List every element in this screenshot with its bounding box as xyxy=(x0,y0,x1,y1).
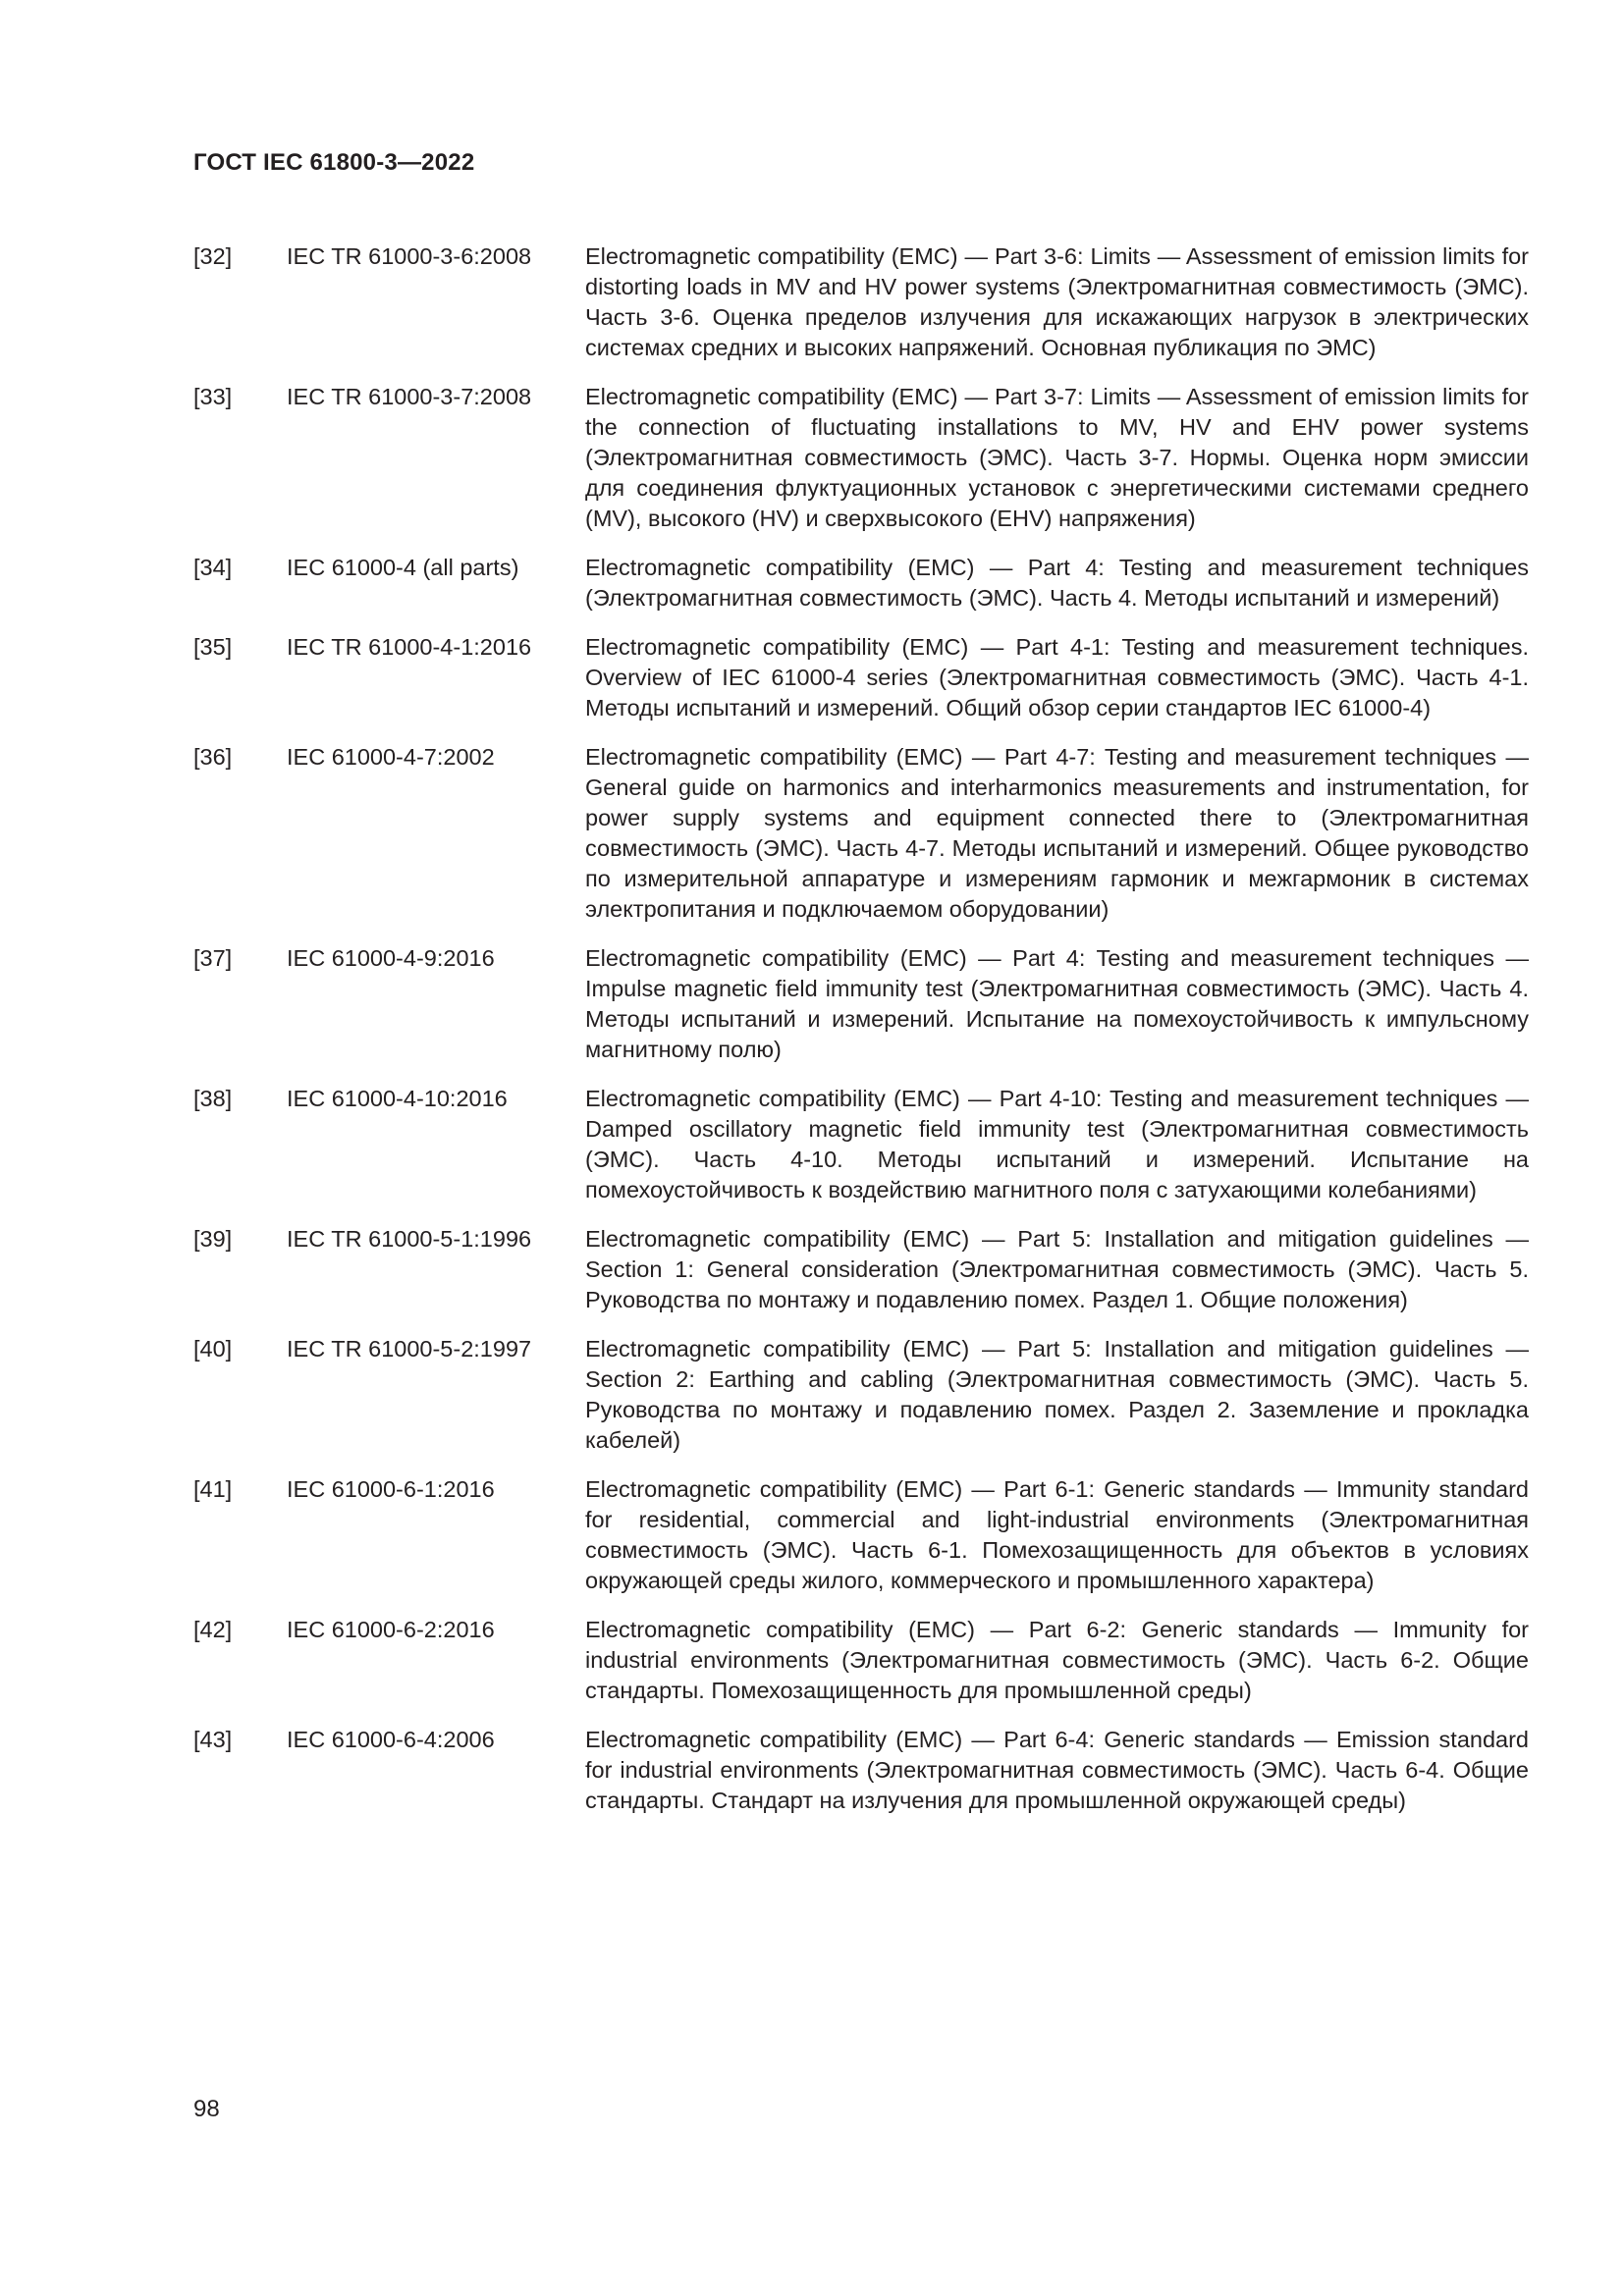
reference-number: [37] xyxy=(193,945,233,971)
reference-number: [33] xyxy=(193,384,233,409)
reference-code: IEC 61000-4-9:2016 xyxy=(287,945,495,971)
reference-title: Electromagnetic compatibility (EMC) — Part 4-7: Testing and measurement techniques — General guide on harmonics and interharmonics measurements and instrumentation, for power supply systems and equipment connected there to (Электромагнитная совместимость (ЭМС). Часть 4-7. Методы испытаний и измерений. Общее руководство по измерительной аппаратуре и измерениям гармоник и межгармоник в системах электропитания и подключаемом оборудовании) xyxy=(585,744,1529,922)
reference-entry xyxy=(193,1224,1529,1315)
reference-code: IEC TR 61000-5-2:1997 xyxy=(287,1336,532,1362)
reference-entry xyxy=(193,943,1529,1065)
reference-number: [41] xyxy=(193,1476,233,1502)
reference-title: Electromagnetic compatibility (EMC) — Part 4-1: Testing and measurement techniques. Overview of IEC 61000-4 series (Электромагнитная совместимость (ЭМС). Часть 4-1. Методы испытаний и измерений. Общий обзор серии стандартов IEC 61000-4) xyxy=(585,634,1529,721)
reference-title: Electromagnetic compatibility (EMC) — Part 4-10: Testing and measurement techniques — Damped oscillatory magnetic field immunity test (Электромагнитная совместимость (ЭМС). Часть 4-10. Методы испытаний и измерений. Испытание на помехоустойчивость к воздействию магнитного поля с затухающими колебаниями) xyxy=(585,1086,1529,1202)
reference-entry xyxy=(193,1615,1529,1706)
reference-title: Electromagnetic compatibility (EMC) — Part 5: Installation and mitigation guidelines — Section 1: General consideration (Электромагнитная совместимость (ЭМС). Часть 5. Руководства по монтажу и подавлению помех. Раздел 1. Общие положения) xyxy=(585,1226,1529,1312)
reference-code: IEC 61000-4-10:2016 xyxy=(287,1086,508,1111)
reference-number: [42] xyxy=(193,1617,233,1642)
page-number: 98 xyxy=(193,2096,220,2122)
reference-code: IEC 61000-6-2:2016 xyxy=(287,1617,495,1642)
reference-code: IEC TR 61000-3-6:2008 xyxy=(287,243,532,269)
reference-title: Electromagnetic compatibility (EMC) — Part 4: Testing and measurement techniques (Электромагнитная совместимость (ЭМС). Часть 4. Методы испытаний и измерений) xyxy=(585,555,1529,611)
reference-entry xyxy=(193,1084,1529,1205)
reference-entry xyxy=(193,1474,1529,1596)
reference-title: Electromagnetic compatibility (EMC) — Part 6-2: Generic standards — Immunity for industrial environments (Электромагнитная совместимость (ЭМС). Часть 6-2. Общие стандарты. Помехозащищенность для промышленной среды) xyxy=(585,1617,1529,1703)
reference-title: Electromagnetic compatibility (EMC) — Part 6-4: Generic standards — Emission standard for industrial environments (Электромагнитная совместимость (ЭМС). Часть 6-4. Общие стандарты. Стандарт на излучения для промышленной окружающей среды) xyxy=(585,1727,1529,1813)
reference-number: [43] xyxy=(193,1727,233,1752)
reference-title: Electromagnetic compatibility (EMC) — Part 3-7: Limits — Assessment of emission limits for the connection of fluctuating installations to MV, HV and EHV power systems (Электромагнитная совместимость (ЭМС). Часть 3-7. Нормы. Оценка норм эмиссии для соединения флуктуационных установок с энергетическими системами среднего (MV), высокого (HV) и сверхвысокого (EHV) напряжения) xyxy=(585,384,1529,531)
reference-number: [39] xyxy=(193,1226,233,1252)
reference-entry xyxy=(193,1725,1529,1816)
reference-code: IEC TR 61000-3-7:2008 xyxy=(287,384,532,409)
reference-entry xyxy=(193,1334,1529,1456)
reference-title: Electromagnetic compatibility (EMC) — Part 5: Installation and mitigation guidelines — Section 2: Earthing and cabling (Электромагнитная совместимость (ЭМС). Часть 5. Руководства по монтажу и подавлению помех. Раздел 2. Заземление и прокладка кабелей) xyxy=(585,1336,1529,1453)
reference-number: [35] xyxy=(193,634,233,660)
reference-number: [40] xyxy=(193,1336,233,1362)
reference-entry xyxy=(193,632,1529,723)
page-header: ГОСТ IEC 61800-3—2022 xyxy=(193,149,475,176)
reference-entry xyxy=(193,742,1529,925)
reference-entry xyxy=(193,553,1529,614)
reference-number: [36] xyxy=(193,744,233,770)
reference-title: Electromagnetic compatibility (EMC) — Part 4: Testing and measurement techniques — Impulse magnetic field immunity test (Электромагнитная совместимость (ЭМС). Часть 4. Методы испытаний и измерений. Испытание на помехоустойчивость к импульсному магнитному полю) xyxy=(585,945,1529,1062)
reference-entry xyxy=(193,241,1529,363)
reference-title: Electromagnetic compatibility (EMC) — Part 6-1: Generic standards — Immunity standard for residential, commercial and light-industrial environments (Электромагнитная совместимость (ЭМС). Часть 6-1. Помехозащищенность для объектов в условиях окружающей среды жилого, коммерческого и промышленного характера) xyxy=(585,1476,1529,1593)
reference-code: IEC TR 61000-5-1:1996 xyxy=(287,1226,532,1252)
reference-code: IEC 61000-4 (all parts) xyxy=(287,555,519,580)
reference-code: IEC 61000-4-7:2002 xyxy=(287,744,495,770)
reference-number: [32] xyxy=(193,243,233,269)
reference-number: [34] xyxy=(193,555,233,580)
reference-entry xyxy=(193,382,1529,534)
reference-list xyxy=(193,241,1529,1835)
reference-number: [38] xyxy=(193,1086,233,1111)
reference-code: IEC 61000-6-1:2016 xyxy=(287,1476,495,1502)
reference-title: Electromagnetic compatibility (EMC) — Part 3-6: Limits — Assessment of emission limits for distorting loads in MV and HV power systems (Электромагнитная совместимость (ЭМС). Часть 3-6. Оценка пределов излучения для искажающих нагрузок в электрических системах средних и высоких напряжений. Основная публикация по ЭМС) xyxy=(585,243,1529,360)
reference-code: IEC TR 61000-4-1:2016 xyxy=(287,634,532,660)
reference-code: IEC 61000-6-4:2006 xyxy=(287,1727,495,1752)
